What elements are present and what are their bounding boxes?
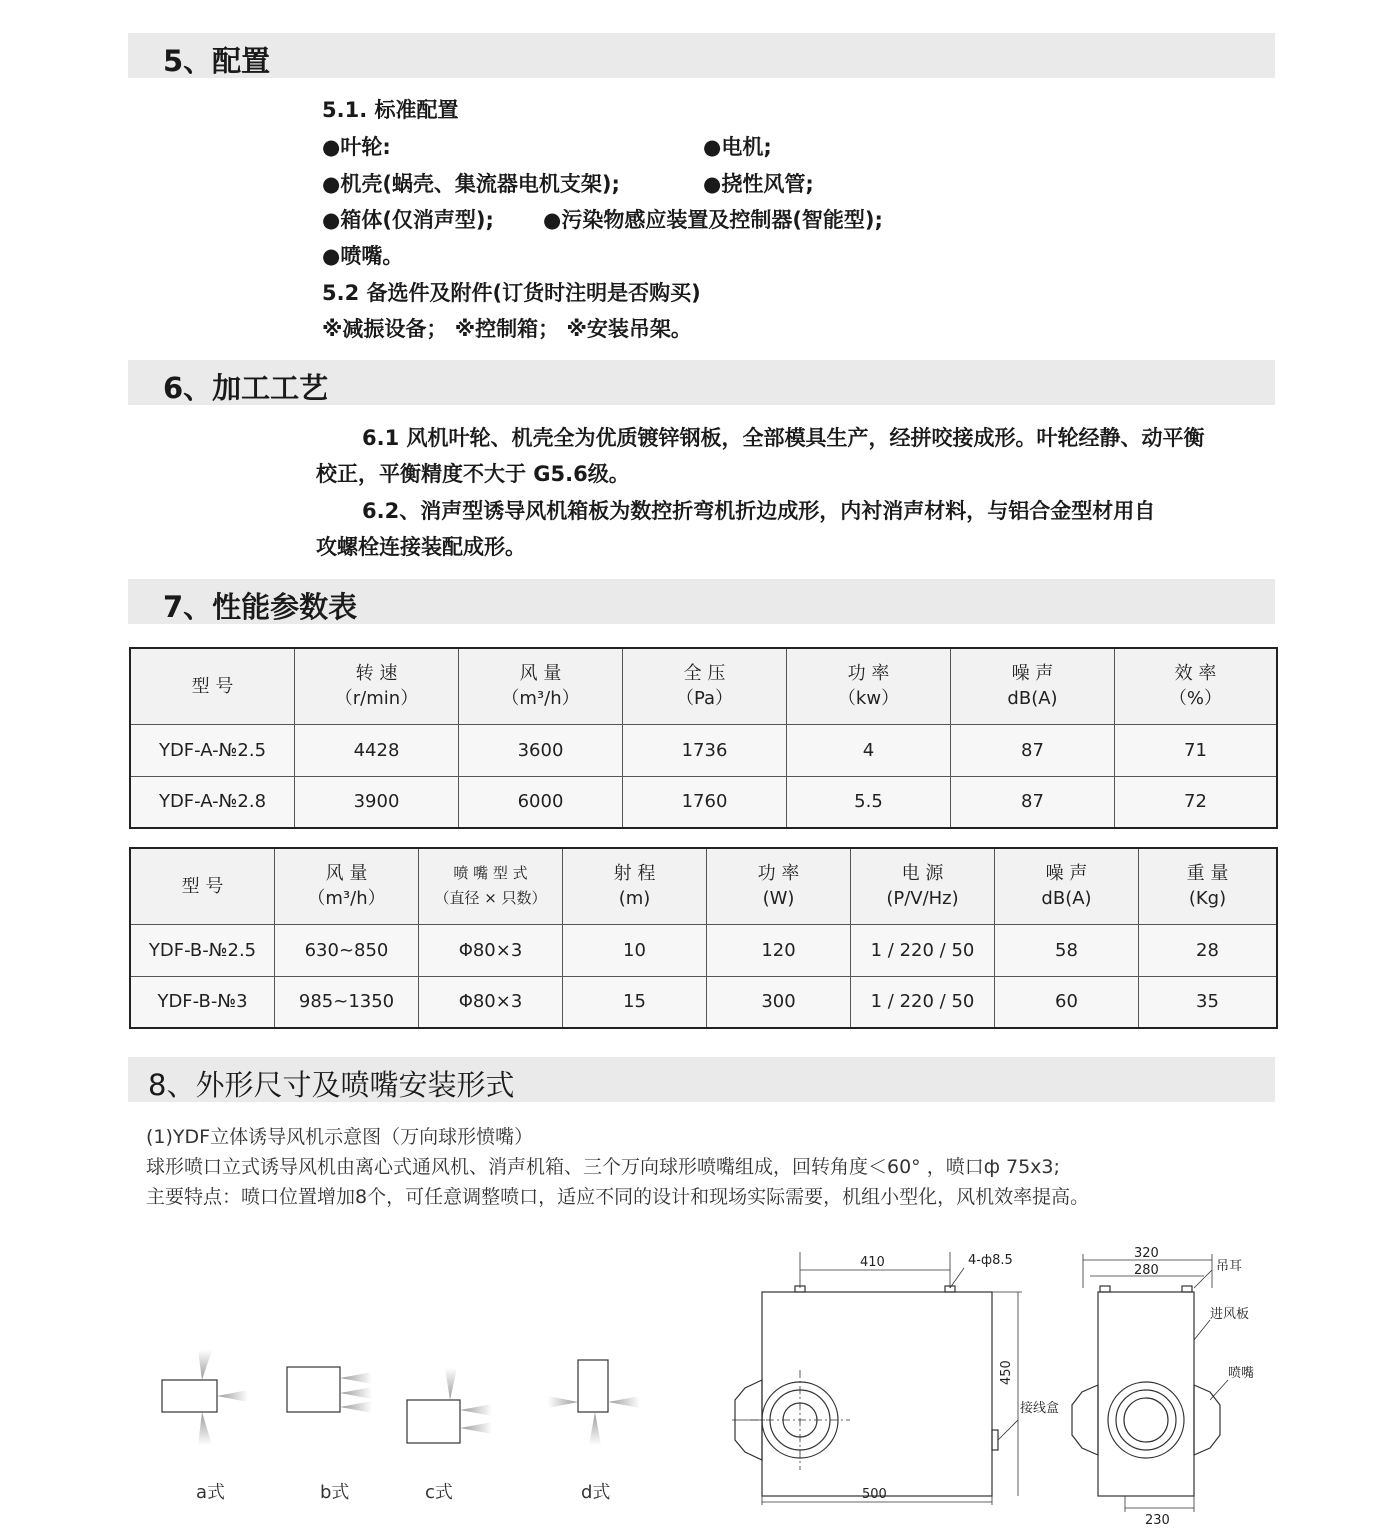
cell: YDF-B-№3 <box>130 976 275 1028</box>
label-lug: 吊耳 <box>1216 1259 1243 1274</box>
cell: 35 <box>1139 976 1278 1028</box>
label-inlet-panel: 进风板 <box>1210 1307 1250 1322</box>
performance-table-a <box>129 647 1278 829</box>
sec8-line1: (1)YDF立体诱导风机示意图（万向球形愤嘴） <box>146 1126 534 1148</box>
cell: 60 <box>995 976 1139 1028</box>
cell: 300 <box>707 976 851 1028</box>
cell: 15 <box>563 976 707 1028</box>
section-5-band <box>128 33 1275 78</box>
cell: 10 <box>563 924 707 976</box>
dim-holes: 4-ф8.5 <box>968 1253 1013 1268</box>
th-power: 功 率 （kw） <box>787 648 951 724</box>
th-supply: 电 源 (P/V/Hz) <box>851 848 995 924</box>
cell: YDF-A-№2.8 <box>130 776 295 828</box>
cell: 120 <box>707 924 851 976</box>
cell: YDF-B-№2.5 <box>130 924 275 976</box>
section-8-title: 8、外形尺寸及喷嘴安装形式 <box>148 1068 515 1102</box>
cell: 3600 <box>459 724 623 776</box>
th-pressure: 全 压 （Pa） <box>623 648 787 724</box>
sec8-line2: 球形喷口立式诱导风机由离心式通风机、消声机箱、三个万向球形喷嘴组成，回转角度＜60° ，喷口ф 75x3; <box>146 1156 1060 1178</box>
th-nozzle-type: 喷 嘴 型 式 （直径 × 只数） <box>419 848 563 924</box>
cell: 87 <box>951 776 1115 828</box>
dim-280: 280 <box>1134 1263 1159 1278</box>
th-speed: 转 速 （r/min） <box>295 648 459 724</box>
install-types-diagram <box>140 1340 660 1470</box>
performance-table-b <box>129 847 1278 1029</box>
table-row <box>130 724 1277 776</box>
cell: 4428 <box>295 724 459 776</box>
item-motor: ●电机; <box>703 135 772 159</box>
th-throw: 射 程 (m) <box>563 848 707 924</box>
section-7-title: 7、性能参数表 <box>163 590 358 624</box>
dim-230: 230 <box>1145 1513 1170 1528</box>
item-sensor: ●污染物感应装置及控制器(智能型); <box>543 208 883 232</box>
caption-b: b式 <box>320 1482 350 1503</box>
sec8-line3: 主要特点：喷口位置增加8个，可任意调整喷口，适应不同的设计和现场实际需要，机组小型化，风机效率提高。 <box>146 1186 1090 1208</box>
cell: 3900 <box>295 776 459 828</box>
cell: 5.5 <box>787 776 951 828</box>
item-nozzle: ●喷嘴。 <box>322 244 404 268</box>
sec6-p1a: 6.1 风机叶轮、机壳全为优质镀锌钢板，全部模具生产，经拼咬接成形。叶轮经静、动平衡 <box>362 426 1205 450</box>
type-d-sketch <box>548 1360 640 1445</box>
th-noise: 噪 声 dB(A) <box>951 648 1115 724</box>
cell: 4 <box>787 724 951 776</box>
cell: 6000 <box>459 776 623 828</box>
th-airflow: 风 量 （m³/h） <box>459 648 623 724</box>
cell: 58 <box>995 924 1139 976</box>
cell: 1736 <box>623 724 787 776</box>
label-junction-box: 接线盒 <box>1020 1401 1060 1416</box>
table-row <box>130 776 1277 828</box>
cell: Φ80×3 <box>419 924 563 976</box>
item-flex-duct: ●挠性风管; <box>703 172 814 196</box>
section-6-band <box>128 360 1275 405</box>
sec5-options: ※减振设备； ※控制箱； ※安装吊架。 <box>322 317 692 341</box>
table-row <box>130 924 1277 976</box>
type-b-sketch <box>287 1367 372 1413</box>
sec6-p2b: 攻螺栓连接装配成形。 <box>316 535 526 559</box>
cell: 87 <box>951 724 1115 776</box>
table-b-header <box>130 848 1277 924</box>
th-power: 功 率 (W) <box>707 848 851 924</box>
cell: 28 <box>1139 924 1278 976</box>
section-6-title: 6、加工工艺 <box>163 371 329 405</box>
caption-a: a式 <box>196 1482 226 1503</box>
sec5-sub1: 5.1. 标准配置 <box>322 98 459 122</box>
sec5-sub2: 5.2 备选件及附件(订货时注明是否购买) <box>322 281 701 305</box>
dim-410: 410 <box>860 1255 885 1270</box>
item-impeller: ●叶轮: <box>322 135 391 159</box>
section-7-band <box>128 579 1275 624</box>
label-nozzle: 喷嘴 <box>1228 1366 1255 1381</box>
cell: YDF-A-№2.5 <box>130 724 295 776</box>
th-model: 型 号 <box>130 648 295 724</box>
cell: 985~1350 <box>275 976 419 1028</box>
th-model: 型 号 <box>130 848 275 924</box>
dim-320: 320 <box>1134 1246 1159 1261</box>
cell: 1 / 220 / 50 <box>851 976 995 1028</box>
item-box: ●箱体(仅消声型); <box>322 208 494 232</box>
dim-450: 450 <box>999 1360 1014 1385</box>
table-a-header <box>130 648 1277 724</box>
section-8-band <box>128 1057 1275 1102</box>
dim-500: 500 <box>862 1487 887 1502</box>
cell: 1 / 220 / 50 <box>851 924 995 976</box>
caption-d: d式 <box>581 1482 611 1503</box>
th-airflow: 风 量 （m³/h） <box>275 848 419 924</box>
dimension-drawing <box>720 1240 1280 1530</box>
caption-c: c式 <box>425 1482 453 1503</box>
cell: 71 <box>1115 724 1278 776</box>
th-efficiency: 效 率 （%） <box>1115 648 1278 724</box>
sec6-p1b: 校正，平衡精度不大于 G5.6级。 <box>316 462 630 486</box>
cell: 1760 <box>623 776 787 828</box>
sec6-p2a: 6.2、消声型诱导风机箱板为数控折弯机折边成形，内衬消声材料，与铝合金型材用自 <box>362 499 1156 523</box>
table-row <box>130 976 1277 1028</box>
cell: Φ80×3 <box>419 976 563 1028</box>
type-a-sketch <box>162 1350 248 1445</box>
type-c-sketch <box>407 1368 492 1443</box>
th-weight: 重 量 (Kg) <box>1139 848 1278 924</box>
item-casing: ●机壳(蜗壳、集流器电机支架); <box>322 172 620 196</box>
th-noise: 噪 声 dB(A) <box>995 848 1139 924</box>
section-5-title: 5、配置 <box>163 44 271 78</box>
cell: 72 <box>1115 776 1278 828</box>
cell: 630~850 <box>275 924 419 976</box>
